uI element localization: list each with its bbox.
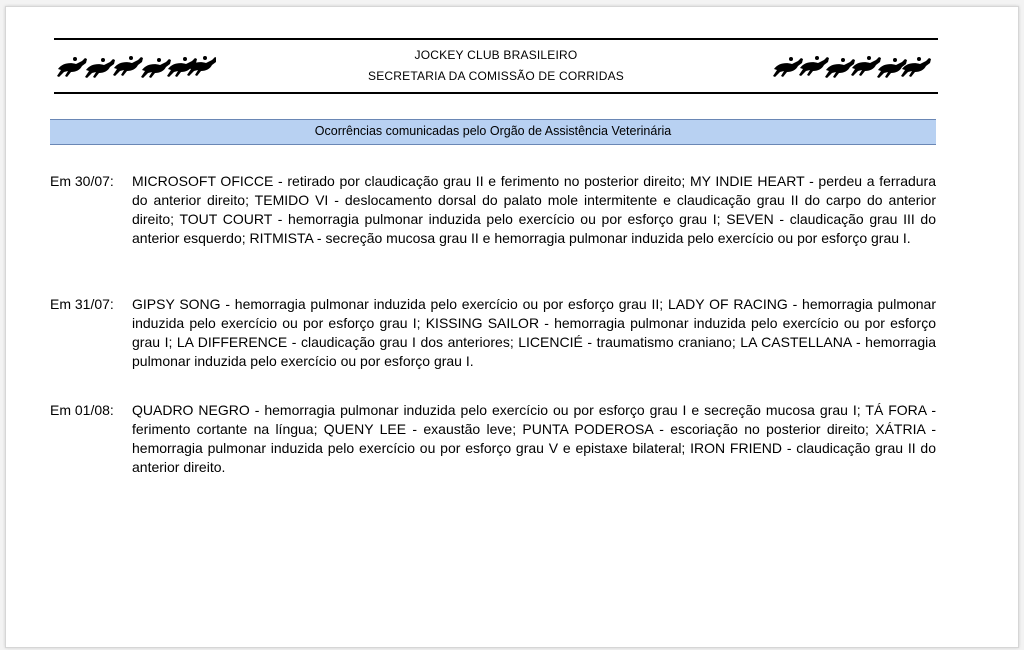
document-page [5, 6, 1019, 648]
department-name: SECRETARIA DA COMISSÃO DE CORRIDAS [368, 69, 624, 83]
entry-text: GIPSY SONG - hemorragia pulmonar induzida pelo exercício ou por esforço grau II; LADY OF RACING - hemorragia pulmonar induzida pelo exercício ou por esforço grau I; KISSING SAILOR - hemorragia pulmonar induzida pelo exercício ou por esforço grau I; LA DIFFERENCE - claudicação grau I dos anteriores; LICENCIÉ - traumatismo craniano; LA CASTELLANA - hemorragia pulmonar induzida pelo exercício ou por esforço grau I. [132, 296, 936, 369]
entry-text: QUADRO NEGRO - hemorragia pulmonar induzida pelo exercício ou por esforço grau I e secreção mucosa grau I; TÁ FORA - ferimento cortante na língua; QUENY LEE - exaustão leve; PUNTA PODEROSA - escoriação no posterior direito; XÁTRIA - hemorragia pulmonar induzida pelo exercício ou por esforço grau V e epistaxe bilateral; IRON FRIEND - claudicação grau II do anterior direito. [132, 402, 936, 475]
entry-date: Em 30/07: [50, 173, 114, 189]
entry-date: Em 31/07: [50, 296, 114, 312]
section-banner: Ocorrências comunicadas pelo Orgão de Assistência Veterinária [50, 119, 936, 145]
org-name: JOCKEY CLUB BRASILEIRO [414, 48, 578, 62]
entry-text: MICROSOFT OFICCE - retirado por claudicação grau II e ferimento no posterior direito; MY INDIE HEART - perdeu a ferradura do anterior direito; TEMIDO VI - deslocamento dorsal do palato mole intermitente e claudicação grau II do carpo do anterior direito; TOUT COURT - hemorragia pulmonar induzida pelo exercício ou por esforço grau I; SEVEN - claudicação grau III do anterior esquerdo; RITMISTA - secreção mucosa grau II e hemorragia pulmonar induzida pelo exercício ou por esforço grau I. [132, 173, 936, 246]
header-bottom-rule [54, 92, 938, 94]
racing-horses-icon [56, 51, 216, 81]
entry-date: Em 01/08: [50, 402, 114, 418]
header-top-rule [54, 38, 938, 40]
racing-horses-icon [772, 51, 932, 81]
